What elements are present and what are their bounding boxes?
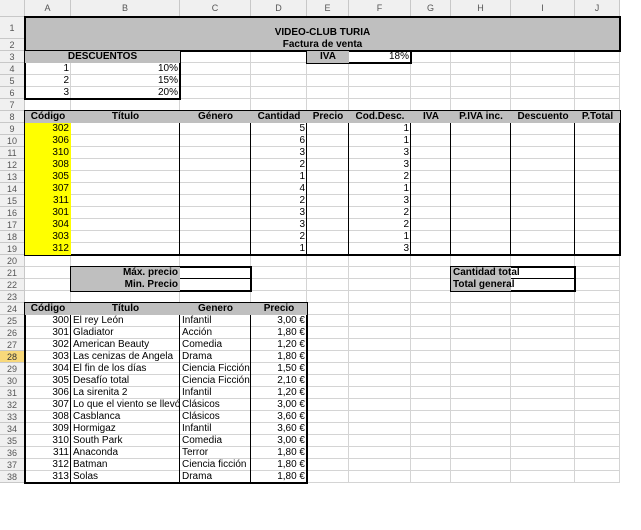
row-header-38[interactable]: 38 xyxy=(0,471,25,483)
column-header-i[interactable]: I xyxy=(511,0,575,17)
catalog-title[interactable]: Batman xyxy=(73,459,108,470)
row-header-25[interactable]: 25 xyxy=(0,315,25,327)
row-header-13[interactable]: 13 xyxy=(0,171,25,183)
row-header-9[interactable]: 9 xyxy=(0,123,25,135)
invoice-discount-code[interactable]: 1 xyxy=(403,231,409,242)
row-header-26[interactable]: 26 xyxy=(0,327,25,339)
invoice-quantity[interactable]: 3 xyxy=(299,147,305,158)
catalog-code[interactable]: 310 xyxy=(52,435,69,446)
catalog-price[interactable]: 3,00 € xyxy=(277,435,305,446)
catalog-title[interactable]: El rey León xyxy=(73,315,124,326)
discounts-heading[interactable]: DESCUENTOS xyxy=(25,51,180,63)
catalog-price[interactable]: 2,10 € xyxy=(277,375,305,386)
catalog-genre[interactable]: Ciencia ficción xyxy=(182,459,247,470)
discount-percent[interactable]: 20% xyxy=(157,87,178,98)
catalog-price[interactable]: 3,00 € xyxy=(277,399,305,410)
table-divider xyxy=(510,111,511,255)
invoice-quantity[interactable]: 3 xyxy=(299,207,305,218)
catalog-header-1[interactable]: Código xyxy=(25,303,71,315)
invoice-header-8[interactable]: P.IVA inc. xyxy=(451,111,511,123)
catalog-code[interactable]: 306 xyxy=(52,387,69,398)
column-header-b[interactable]: B xyxy=(71,0,180,17)
row-header-23[interactable]: 23 xyxy=(0,291,25,303)
invoice-quantity[interactable]: 5 xyxy=(299,123,305,134)
invoice-header-4[interactable]: Cantidad xyxy=(251,111,307,123)
catalog-genre[interactable]: Drama xyxy=(182,351,213,362)
catalog-code[interactable]: 300 xyxy=(52,315,69,326)
discount-id[interactable]: 2 xyxy=(63,75,69,86)
catalog-price[interactable]: 1,80 € xyxy=(277,459,305,470)
invoice-quantity[interactable]: 3 xyxy=(299,219,305,230)
catalog-genre[interactable]: Comedia xyxy=(182,339,223,350)
catalog-price[interactable]: 3,60 € xyxy=(277,411,305,422)
catalog-title[interactable]: Desafío total xyxy=(73,375,130,386)
invoice-subtitle[interactable]: Factura de venta xyxy=(282,39,363,50)
discount-id[interactable]: 1 xyxy=(63,63,69,74)
row-header-4[interactable]: 4 xyxy=(0,63,25,75)
invoice-code[interactable]: 305 xyxy=(25,171,71,183)
catalog-title[interactable]: Gladiator xyxy=(73,327,114,338)
column-header-h[interactable]: H xyxy=(451,0,511,17)
table-divider xyxy=(574,111,575,255)
catalog-code[interactable]: 311 xyxy=(53,447,69,458)
catalog-price[interactable]: 1,80 € xyxy=(277,471,305,482)
invoice-discount-code[interactable]: 3 xyxy=(403,147,409,158)
invoice-quantity[interactable]: 4 xyxy=(299,183,305,194)
row-header-6[interactable]: 6 xyxy=(0,87,25,99)
catalog-code[interactable]: 302 xyxy=(52,339,69,350)
row-header-20[interactable]: 20 xyxy=(0,255,25,267)
grand-total-label[interactable]: Total general xyxy=(453,279,515,290)
row-header-3[interactable]: 3 xyxy=(0,51,25,63)
invoice-discount-code[interactable]: 2 xyxy=(403,219,409,230)
discount-percent[interactable]: 15% xyxy=(157,75,178,86)
invoice-quantity[interactable]: 6 xyxy=(299,135,305,146)
catalog-title[interactable]: Solas xyxy=(73,471,99,482)
catalog-code[interactable]: 312 xyxy=(52,459,69,470)
catalog-title[interactable]: American Beauty xyxy=(73,339,150,350)
catalog-genre[interactable]: Ciencia Ficción xyxy=(182,375,250,386)
table-divider xyxy=(179,111,180,255)
invoice-code[interactable]: 304 xyxy=(25,219,71,231)
invoice-quantity[interactable]: 1 xyxy=(299,243,305,254)
row-header-8[interactable]: 8 xyxy=(0,111,25,123)
catalog-title[interactable]: Casblanca xyxy=(73,411,121,422)
row-header-21[interactable]: 21 xyxy=(0,267,25,279)
select-all-corner[interactable] xyxy=(0,0,25,17)
invoice-discount-code[interactable]: 2 xyxy=(403,207,409,218)
invoice-quantity[interactable]: 1 xyxy=(299,171,305,182)
catalog-price[interactable]: 1,20 € xyxy=(277,387,305,398)
catalog-price[interactable]: 1,50 € xyxy=(277,363,305,374)
row-header-37[interactable]: 37 xyxy=(0,459,25,471)
row-header-33[interactable]: 33 xyxy=(0,411,25,423)
invoice-header-9[interactable]: Descuento xyxy=(511,111,575,123)
invoice-discount-code[interactable]: 2 xyxy=(403,171,409,182)
vat-value[interactable]: 18% xyxy=(388,51,409,62)
catalog-title[interactable]: Anaconda xyxy=(73,447,119,458)
row-header-1[interactable]: 1 xyxy=(0,17,25,39)
catalog-genre[interactable]: Infantil xyxy=(182,387,212,398)
invoice-code[interactable]: 310 xyxy=(25,147,71,159)
catalog-title[interactable]: El fin de los días xyxy=(73,363,147,374)
invoice-quantity[interactable]: 2 xyxy=(299,195,305,206)
row-header-18[interactable]: 18 xyxy=(0,231,25,243)
row-header-31[interactable]: 31 xyxy=(0,387,25,399)
catalog-price[interactable]: 1,20 € xyxy=(277,339,305,350)
catalog-title[interactable]: Las cenizas de Angela xyxy=(73,351,174,362)
row-header-24[interactable]: 24 xyxy=(0,303,25,315)
catalog-genre[interactable]: Comedia xyxy=(182,435,223,446)
row-header-17[interactable]: 17 xyxy=(0,219,25,231)
row-header-12[interactable]: 12 xyxy=(0,159,25,171)
column-header-f[interactable]: F xyxy=(349,0,411,17)
catalog-genre[interactable]: Acción xyxy=(182,327,213,338)
row-header-28[interactable]: 28 xyxy=(0,351,25,363)
catalog-title[interactable]: La sirenita 2 xyxy=(73,387,128,398)
column-header-a[interactable]: A xyxy=(25,0,71,17)
catalog-code[interactable]: 309 xyxy=(52,423,69,434)
invoice-header-3[interactable]: Género xyxy=(180,111,251,123)
column-header-g[interactable]: G xyxy=(411,0,451,17)
catalog-code[interactable]: 303 xyxy=(52,351,69,362)
row-header-36[interactable]: 36 xyxy=(0,447,25,459)
invoice-discount-code[interactable]: 1 xyxy=(403,123,409,134)
invoice-discount-code[interactable]: 3 xyxy=(403,159,409,170)
invoice-table xyxy=(24,110,621,256)
row-header-30[interactable]: 30 xyxy=(0,375,25,387)
catalog-title[interactable]: Hormigaz xyxy=(73,423,116,434)
row-header-34[interactable]: 34 xyxy=(0,423,25,435)
row-header-10[interactable]: 10 xyxy=(0,135,25,147)
invoice-code[interactable]: 308 xyxy=(25,159,71,171)
catalog-code[interactable]: 313 xyxy=(52,471,69,482)
invoice-code[interactable]: 302 xyxy=(25,123,71,135)
invoice-code[interactable]: 301 xyxy=(25,207,71,219)
catalog-header-3[interactable]: Genero xyxy=(180,303,251,315)
invoice-quantity[interactable]: 2 xyxy=(299,159,305,170)
row-header-27[interactable]: 27 xyxy=(0,339,25,351)
invoice-title[interactable]: VIDEO-CLUB TURIA xyxy=(274,27,371,38)
total-quantity-label[interactable]: Cantidad total xyxy=(453,267,520,278)
catalog-code[interactable]: 307 xyxy=(52,399,69,410)
min-price-label[interactable]: Min. Precio xyxy=(71,279,180,291)
column-header-e[interactable]: E xyxy=(307,0,349,17)
invoice-code[interactable]: 311 xyxy=(25,195,71,207)
column-header-d[interactable]: D xyxy=(251,0,307,17)
invoice-code[interactable]: 303 xyxy=(25,231,71,243)
catalog-price[interactable]: 1,80 € xyxy=(277,351,305,362)
invoice-discount-code[interactable]: 3 xyxy=(403,195,409,206)
row-header-32[interactable]: 32 xyxy=(0,399,25,411)
row-header-7[interactable]: 7 xyxy=(0,99,25,111)
table-divider xyxy=(450,111,451,255)
column-header-c[interactable]: C xyxy=(180,0,251,17)
catalog-genre[interactable]: Drama xyxy=(182,471,213,482)
invoice-header-10[interactable]: P.Total xyxy=(575,111,620,123)
catalog-price[interactable]: 3,00 € xyxy=(277,315,305,326)
catalog-genre[interactable]: Infantil xyxy=(182,423,212,434)
catalog-price[interactable]: 3,60 € xyxy=(277,423,305,434)
column-header-j[interactable]: J xyxy=(575,0,620,17)
catalog-title[interactable]: Lo que el viento se llevó xyxy=(73,399,181,410)
row-header-11[interactable]: 11 xyxy=(0,147,25,159)
invoice-code[interactable]: 307 xyxy=(25,183,71,195)
invoice-quantity[interactable]: 2 xyxy=(299,231,305,242)
row-header-35[interactable]: 35 xyxy=(0,435,25,447)
row-header-19[interactable]: 19 xyxy=(0,243,25,255)
row-header-29[interactable]: 29 xyxy=(0,363,25,375)
catalog-genre[interactable]: Infantil xyxy=(182,315,212,326)
discount-percent[interactable]: 10% xyxy=(157,63,178,74)
catalog-price[interactable]: 1,80 € xyxy=(277,447,305,458)
row-header-2[interactable]: 2 xyxy=(0,39,25,51)
invoice-header-6[interactable]: Cod.Desc. xyxy=(349,111,411,123)
invoice-discount-code[interactable]: 1 xyxy=(403,183,409,194)
catalog-code[interactable]: 308 xyxy=(52,411,69,422)
catalog-code[interactable]: 304 xyxy=(52,363,69,374)
row-header-15[interactable]: 15 xyxy=(0,195,25,207)
vat-label[interactable]: IVA xyxy=(307,51,349,63)
row-header-14[interactable]: 14 xyxy=(0,183,25,195)
catalog-genre[interactable]: Ciencia Ficción xyxy=(182,363,250,374)
row-header-22[interactable]: 22 xyxy=(0,279,25,291)
invoice-code[interactable]: 306 xyxy=(25,135,71,147)
invoice-code[interactable]: 312 xyxy=(25,243,71,255)
catalog-price[interactable]: 1,80 € xyxy=(277,327,305,338)
row-header-16[interactable]: 16 xyxy=(0,207,25,219)
row-header-5[interactable]: 5 xyxy=(0,75,25,87)
invoice-header-5[interactable]: Precio xyxy=(307,111,349,123)
catalog-genre[interactable]: Clásicos xyxy=(182,399,220,410)
invoice-discount-code[interactable]: 3 xyxy=(403,243,409,254)
catalog-genre[interactable]: Terror xyxy=(182,447,209,458)
catalog-header-4[interactable]: Precio xyxy=(251,303,307,315)
discount-id[interactable]: 3 xyxy=(63,87,69,98)
catalog-code[interactable]: 301 xyxy=(52,327,69,338)
max-price-label[interactable]: Máx. precio xyxy=(71,267,180,279)
catalog-genre[interactable]: Clásicos xyxy=(182,411,220,422)
invoice-header-1[interactable]: Código xyxy=(25,111,71,123)
catalog-header-2[interactable]: Título xyxy=(71,303,180,315)
invoice-header-2[interactable]: Título xyxy=(71,111,180,123)
invoice-header-7[interactable]: IVA xyxy=(411,111,451,123)
catalog-title[interactable]: South Park xyxy=(73,435,123,446)
invoice-discount-code[interactable]: 1 xyxy=(403,135,409,146)
catalog-code[interactable]: 305 xyxy=(52,375,69,386)
